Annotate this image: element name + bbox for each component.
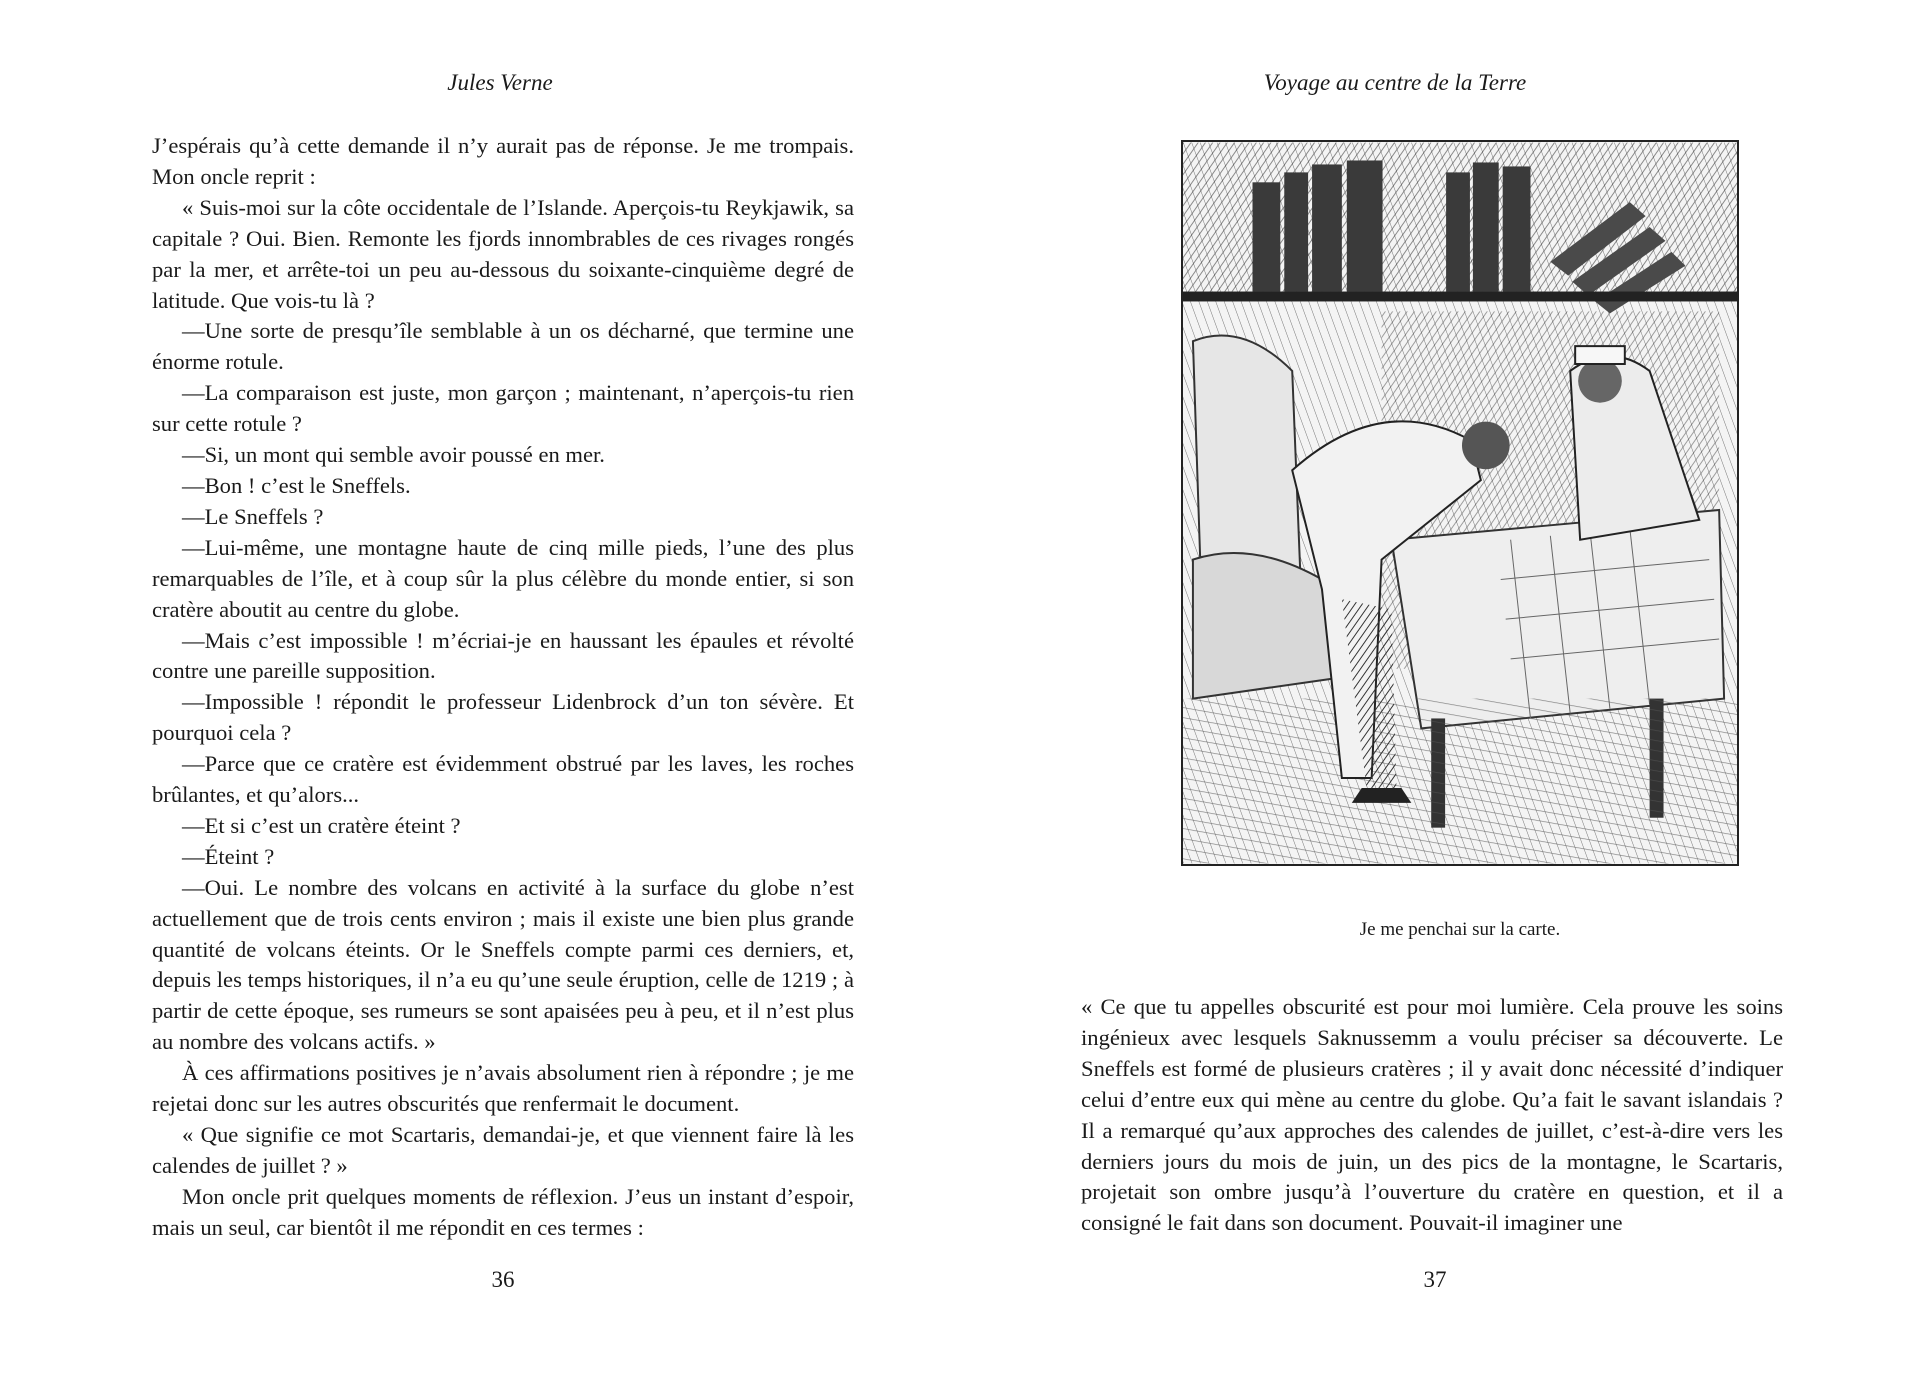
- paragraph: « Ce que tu appelles obscurité est pour moi lumière. Cela prouve les soins ingénieux avec lesquels Saknussemm a voulu préciser sa découverte. Le Sneffels est formé de plusieurs cratères ; il y avait donc nécessité d’indiquer celui d’entre eux qui mène au centre du globe. Qu’a fait le savant islandais ? Il a remarqué qu’aux approches des calendes de juillet, c’est-à-dire vers les derniers jours du mois de juin, un des pics de la montagne, le Scartaris, projetait son ombre jusqu’à l’ouverture du cratère en question, et il a consigné le fait dans son document. Pouvait-il imaginer une: [1081, 994, 1783, 1236]
- paragraph: —Une sorte de presqu’île semblable à un os décharné, que termine une énorme rotule.: [152, 318, 854, 375]
- paragraph: « Que signifie ce mot Scartaris, demandai-je, et que viennent faire là les calendes de juillet ? »: [152, 1122, 854, 1178]
- paragraph: Mon oncle prit quelques moments de réflexion. J’eus un instant d’espoir, mais un seul, car bientôt il me répondit en ces termes :: [152, 1183, 854, 1240]
- paragraph: —Éteint ?: [182, 843, 275, 869]
- paragraph: À ces affirmations positives je n’avais absolument rien à répondre ; je me rejetai donc sur les autres obscurités que renfermait le document.: [152, 1060, 854, 1117]
- paragraph: —Lui-même, une montagne haute de cinq mille pieds, l’une des plus remarquables de l’île, et à coup sûr la plus célèbre du monde entier, si son cratère aboutit au centre du globe.: [152, 534, 854, 622]
- paragraph: —Mais c’est impossible ! m’écriai-je en haussant les épaules et révolté contre une pareille supposition.: [152, 627, 854, 684]
- illustration-caption: Je me penchai sur la carte.: [1359, 919, 1561, 940]
- running-head-title: Voyage au centre de la Terre: [1263, 70, 1527, 95]
- running-head-author: Jules Verne: [447, 70, 553, 95]
- paragraph: —Et si c’est un cratère éteint ?: [182, 812, 461, 838]
- page-number: 37: [1423, 1267, 1447, 1292]
- paragraph: « Suis-moi sur la côte occidentale de l’Islande. Aperçois-tu Reykjawik, sa capitale ? Oui. Bien. Remonte les fjords innombrables de ces rivages rongés par la mer, et arrête-toi un peu au-dessous du soixante-cinquième degré de latitude. Que vois-tu là ?: [152, 194, 854, 313]
- paragraph: —Parce que ce cratère est évidemment obstrué par les laves, les roches brûlantes, et qu’alors...: [152, 751, 854, 808]
- right-page: [960, 0, 1920, 1379]
- paragraph: —Impossible ! répondit le professeur Lidenbrock d’un ton sévère. Et pourquoi cela ?: [152, 689, 854, 746]
- right-page-body: [1081, 992, 1783, 1239]
- page-number: 36: [491, 1267, 515, 1292]
- paragraph: —Oui. Le nombre des volcans en activité à la surface du globe n’est actuellement que de trois cents environ ; mais il existe une bien plus grande quantité de volcans éteints. Or le Sneffels compte parmi ces derniers, et, depuis les temps historiques, il n’a eu qu’une seule éruption, celle de 1219 ; à partir de cette époque, ses rumeurs se sont apaisées peu à peu, et il n’est plus au nombre des volcans actifs. »: [152, 874, 854, 1055]
- paragraph: J’espérais qu’à cette demande il n’y aurait pas de réponse. Je me trompais. Mon oncle reprit :: [152, 133, 854, 189]
- left-page-body: [152, 131, 854, 1244]
- engraving-drawing: [1183, 142, 1737, 864]
- paragraph: —Si, un mont qui semble avoir poussé en mer.: [182, 442, 605, 468]
- engraving-illustration: [1181, 140, 1739, 866]
- paragraph: —La comparaison est juste, mon garçon ; maintenant, n’aperçois-tu rien sur cette rotule ?: [152, 380, 854, 437]
- paragraph: —Bon ! c’est le Sneffels.: [182, 472, 411, 498]
- paragraph: —Le Sneffels ?: [182, 503, 324, 529]
